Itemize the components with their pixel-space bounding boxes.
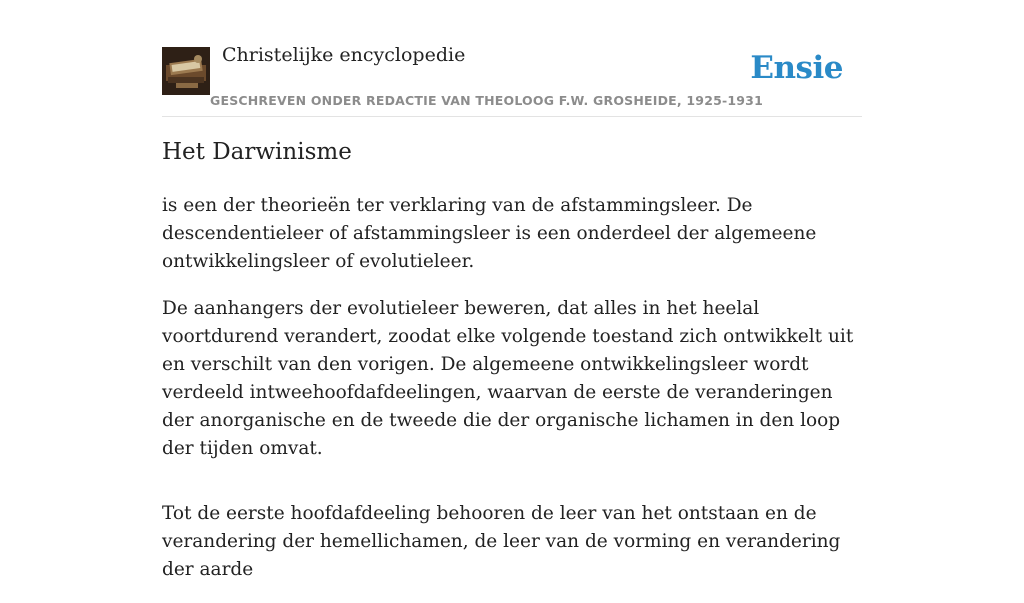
brand-logo[interactable]: Ensie <box>750 50 843 86</box>
article-paragraph: is een der theorieën ter verklaring van de afstammingsleer. De descendentieleer of afstammingsleer is een onderdeel der algemeene ontwikkelingsleer of evolutieleer. <box>162 195 817 272</box>
book-thumbnail-icon[interactable] <box>162 47 210 95</box>
article-paragraph: De aanhangers der evolutieleer beweren, dat alles in het heelal voortdurend verandert, zoodat elke volgende toestand zich ontwikkelt uit en verschilt van den vorigen. De algemeene ontwikkelingsleer wordt verdeeld intweehoofdafdeelingen, waarvan de eerste de veranderingen der anorganische en de tweede die der organische lichamen in den loop der tijden omvat. <box>162 298 854 459</box>
article-title: Het Darwinisme <box>162 139 352 165</box>
publication-title[interactable]: Christelijke encyclopedie <box>222 44 466 66</box>
content-container <box>162 0 862 580</box>
article-body <box>162 192 862 603</box>
publication-subtitle: GESCHREVEN ONDER REDACTIE VAN THEOLOOG F.W. GROSHEIDE, 1925-1931 <box>210 93 763 108</box>
publication-header <box>162 0 862 117</box>
article-paragraph: Tot de eerste hoofdafdeeling behooren de leer van het ontstaan en de verandering der hemellichamen, de leer van de vorming en verandering der aarde <box>162 503 841 580</box>
